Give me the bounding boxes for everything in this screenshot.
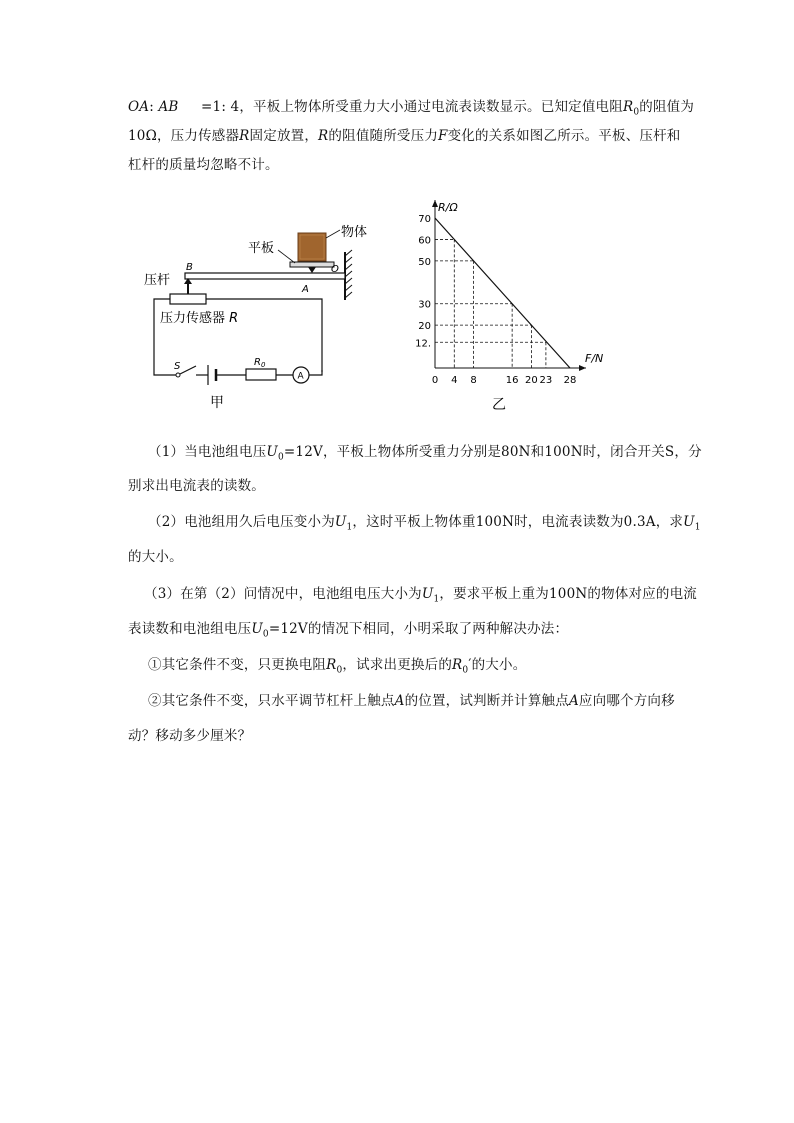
- q2-u-subscript: 1: [346, 522, 353, 533]
- q1-text-a: （1）当电池组电压: [148, 444, 267, 460]
- q3-text-c: 表读数和电池组电压: [128, 621, 252, 637]
- y-tick-label-30: 30: [418, 299, 431, 311]
- label-r0: $R_0$: [254, 357, 266, 369]
- label-a: A: [302, 284, 309, 295]
- y-tick-label-12.: 12.: [415, 338, 431, 350]
- q3-opt1-r0-subscript: 0: [336, 665, 343, 676]
- r-symbol-2: R: [318, 128, 329, 144]
- q1-text-b: =12V，平板上物体所受重力分别是80N和100N时，闭合开关S，分: [283, 444, 702, 460]
- switch-blade: [180, 366, 196, 374]
- ab-symbol: AB: [158, 99, 179, 115]
- plate-support: [308, 267, 316, 273]
- q3-opt1-text-b: ，试求出更换后的: [342, 657, 453, 673]
- r-f-line: [435, 218, 570, 368]
- q3-opt2-text-d: 动？移动多少厘米？: [128, 728, 252, 744]
- intro-text-1: ，平板上物体所受重力大小通过电流表读数显示。已知定值电阻: [239, 99, 623, 115]
- r-symbol: R: [239, 128, 250, 144]
- q3-line-1: [144, 582, 697, 605]
- pressure-sensor: [170, 294, 206, 304]
- q3-option-2-line-2: [128, 724, 251, 744]
- chart-ticks: [415, 214, 576, 386]
- q3-opt1-text-a: ①其它条件不变，只更换电阻: [148, 657, 327, 673]
- q2-text-a: （2）电池组用久后电压变小为: [148, 514, 335, 530]
- q2-line-2: [128, 545, 183, 565]
- caption-jia: 甲: [210, 395, 224, 410]
- y-tick-label-20: 20: [418, 321, 431, 333]
- intro-text-2a: 10Ω，压力传感器: [128, 128, 240, 144]
- oa-symbol: OA: [128, 99, 150, 115]
- q3-u0-symbol: U: [251, 621, 263, 637]
- q2-text-c: 的大小。: [128, 549, 183, 565]
- q3-text-b: ，要求平板上重为100N的物体对应的电流: [439, 586, 697, 602]
- q3-option-1: [148, 653, 526, 676]
- x-tick-label-28: 28: [563, 375, 577, 386]
- q2-line-1: [148, 510, 701, 533]
- plate-leader: [278, 250, 295, 263]
- x-tick-label-16: 16: [505, 375, 519, 386]
- q3-opt2-text-c: 应向哪个方向移: [578, 693, 675, 709]
- label-o: O: [331, 264, 339, 275]
- wooden-block: [298, 233, 326, 261]
- q1-text-c: 别求出电流表的读数。: [128, 478, 265, 494]
- intro-line-3: [128, 153, 279, 173]
- q3-opt1-r0p-subscript: 0: [462, 665, 469, 676]
- q3-option-2: [148, 689, 675, 709]
- object-leader: [326, 230, 340, 238]
- ratio-colon: :: [149, 99, 154, 115]
- q3-u-symbol: U: [421, 586, 434, 602]
- lever-circuit-diagram: [130, 210, 380, 410]
- q2-u-symbol: U: [334, 514, 347, 530]
- y-tick-label-70: 70: [418, 214, 431, 225]
- switch-pivot: [176, 373, 180, 377]
- ratio-value: =1: 4: [201, 99, 240, 115]
- intro-text-2b: 固定放置，: [249, 128, 319, 144]
- x-tick-label-0: 0: [431, 375, 439, 386]
- intro-text-2c: 的阻值随所受压力: [328, 128, 439, 144]
- q1-line-1: [148, 440, 702, 463]
- x-tick-label-4: 4: [451, 375, 458, 386]
- intro-text-3: 杠杆的质量均忽略不计。: [128, 157, 279, 173]
- label-rod: 压杆: [144, 273, 171, 288]
- x-tick-label-8: 8: [470, 375, 477, 386]
- resistor-r0: [246, 369, 276, 380]
- label-b: B: [186, 262, 193, 273]
- r-f-chart: [408, 195, 608, 415]
- q3-opt1-text-c: ′的大小。: [468, 657, 527, 673]
- q3-opt2-a-symbol-2: A: [568, 693, 579, 709]
- q3-u-subscript: 1: [433, 594, 440, 605]
- label-sensor: 压力传感器 R: [160, 311, 239, 326]
- y-tick-label-50: 50: [418, 256, 431, 268]
- q1-u-subscript: 0: [277, 452, 284, 463]
- q3-u0-subscript: 0: [262, 629, 269, 640]
- wall-hatching: [345, 250, 352, 298]
- chart-xlabel: F/N: [585, 352, 604, 365]
- r0-subscript: 0: [633, 107, 640, 118]
- chart-line: [435, 218, 570, 368]
- q2-u-symbol-2: U: [683, 514, 695, 530]
- q3-text-d: =12V的情况下相同，小明采取了两种解决办法：: [268, 621, 569, 637]
- intro-line-2: [128, 124, 681, 144]
- q2-u-subscript-2: 1: [694, 522, 701, 533]
- q3-line-2: [128, 617, 568, 640]
- caption-yi: 乙: [492, 397, 506, 413]
- plate: [290, 262, 334, 267]
- label-plate: 平板: [248, 241, 275, 256]
- q2-text-b: ，这时平板上物体重100N时，电流表读数为0.3A，求: [352, 514, 684, 530]
- q3-opt2-a-symbol: A: [394, 693, 405, 709]
- ammeter-letter: A: [297, 371, 304, 382]
- intro-line-1: [128, 95, 694, 118]
- intro-text-1-end: 的阻值为: [639, 99, 695, 115]
- q3-opt1-r0p-symbol: R: [452, 657, 463, 673]
- q3-opt2-text-a: ②其它条件不变，只水平调节杠杆上触点: [148, 693, 395, 709]
- wire-ammeter-right: [309, 370, 322, 375]
- x-axis-arrow: [579, 365, 586, 371]
- f-symbol: F: [438, 128, 448, 144]
- r0-symbol: R: [622, 99, 634, 115]
- label-s: S: [174, 361, 181, 372]
- q3-text-a: （3）在第（2）问情况中，电池组电压大小为: [144, 586, 422, 602]
- chart-axes: [432, 200, 586, 371]
- intro-text-2d: 变化的关系如图乙所示。平板、压杆和: [447, 128, 681, 144]
- chart-guides: [435, 239, 546, 368]
- x-tick-label-20: 20: [525, 375, 538, 386]
- q3-opt2-text-b: 的位置，试判断并计算触点: [404, 693, 569, 709]
- q1-u-symbol: U: [266, 444, 278, 460]
- chart-ylabel: R/Ω: [438, 201, 458, 214]
- q1-line-2: [128, 474, 265, 494]
- label-object: 物体: [341, 225, 368, 240]
- x-tick-label-23: 23: [539, 375, 553, 386]
- q3-opt1-r0-symbol: R: [326, 657, 337, 673]
- lever-bar: [185, 273, 345, 279]
- y-tick-label-60: 60: [418, 235, 431, 247]
